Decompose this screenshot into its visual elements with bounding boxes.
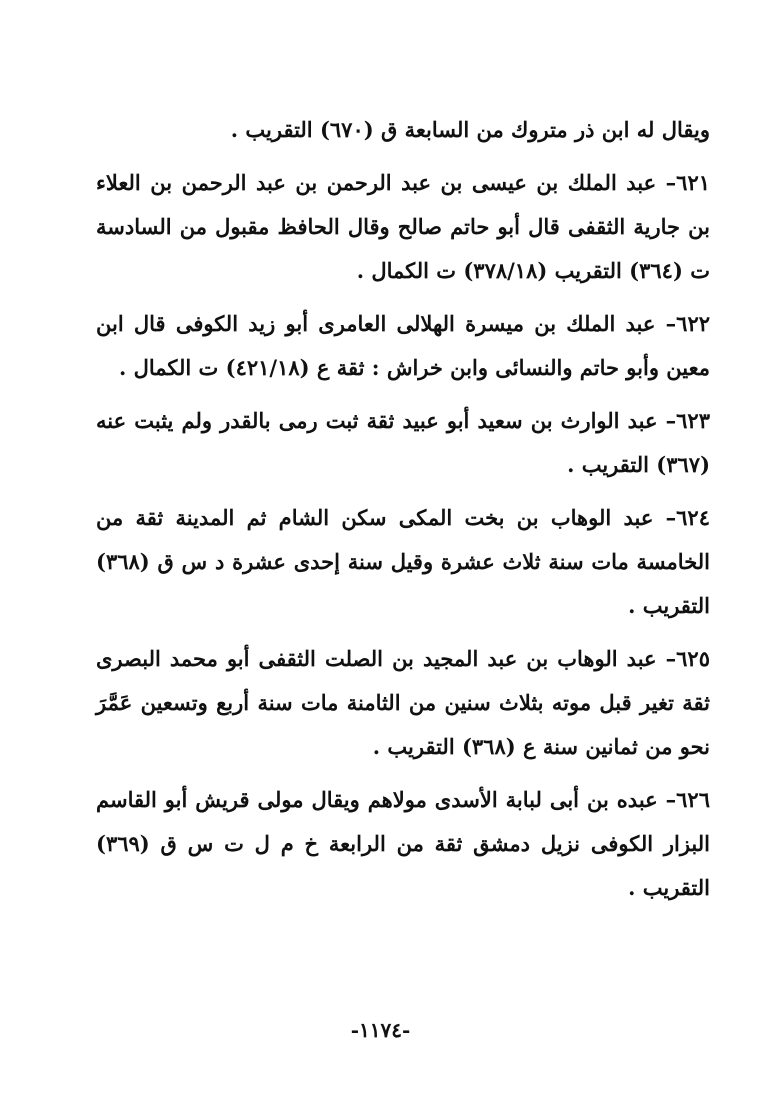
entry-number: ٦٢٦–	[665, 787, 710, 812]
entry-text: ويقال له ابن ذر متروك من السابعة ق (٦٧٠) التقريب .	[230, 117, 710, 142]
entry-text: عبد الوهاب بن عبد المجيد بن الصلت الثقفى أبو محمد البصرى ثقة تغير قبل موته بثلاث سنين من الثامنة مات سنة أربع وتسعين عَمَّرَ نحو من ثمانين سنة ع (٣٦٨) التقريب .	[96, 646, 710, 759]
entry-623	[96, 399, 710, 487]
page-number: -١١٧٤-	[350, 1018, 411, 1042]
entry-621	[96, 161, 710, 293]
entry-625	[96, 637, 710, 769]
entry-number: ٦٢٥–	[665, 646, 710, 671]
entry-text: عبد الملك بن عيسى بن عبد الرحمن بن عبد الرحمن بن العلاء بن جارية الثقفى قال أبو حاتم صالح وقال الحافظ مقبول من السادسة ت (٣٦٤) التقريب (٣٧٨/١٨) ت الكمال .	[96, 170, 710, 283]
text-body	[96, 108, 710, 919]
entry-text: عبد الوهاب بن بخت المكى سكن الشام ثم المدينة ثقة من الخامسة مات سنة ثلاث عشرة وقيل سنة إحدى عشرة د س ق (٣٦٨) التقريب .	[96, 505, 710, 618]
entry-number: ٦٢١–	[665, 170, 711, 195]
entry-number: ٦٢٢–	[665, 311, 711, 336]
entry-624	[96, 496, 710, 628]
entry-626	[96, 778, 710, 910]
entry-number: ٦٢٣–	[665, 408, 710, 433]
entry-text: عبد الوارث بن سعيد أبو عبيد ثقة ثبت رمى بالقدر ولم يثبت عنه (٣٦٧) التقريب .	[96, 408, 710, 477]
entry-number: ٦٢٤–	[665, 505, 710, 530]
entry-text: عبده بن أبى لبابة الأسدى مولاهم ويقال مولى قريش أبو القاسم البزار الكوفى نزيل دمشق ثقة من الرابعة خ م ل ت س ق (٣٦٩) التقريب .	[96, 787, 710, 900]
entry-text: عبد الملك بن ميسرة الهلالى العامرى أبو زيد الكوفى قال ابن معين وأبو حاتم والنسائى وابن خراش : ثقة ع (٤٢١/١٨) ت الكمال .	[96, 311, 710, 380]
entry-622	[96, 302, 710, 390]
entry-continuation	[96, 108, 710, 152]
